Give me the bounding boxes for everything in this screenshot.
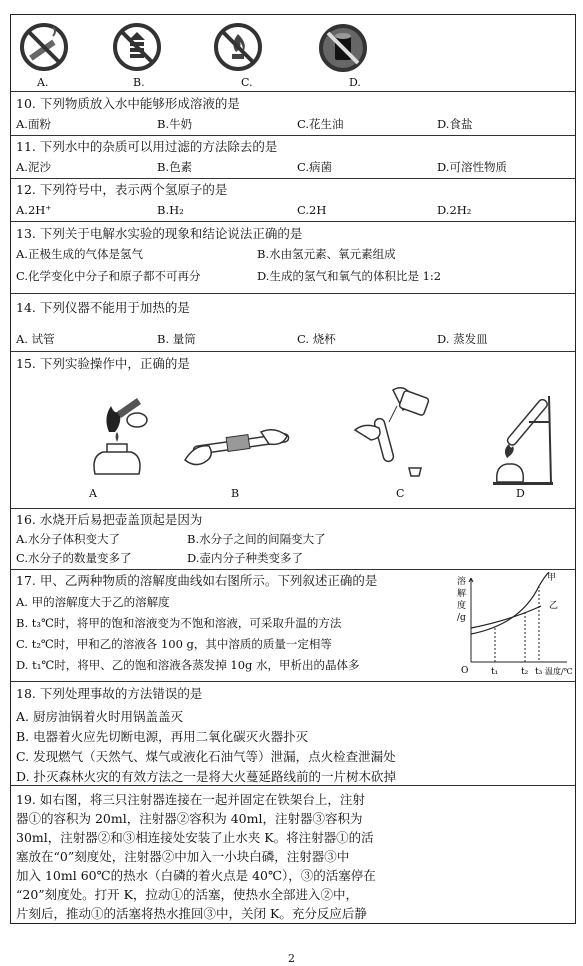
q17-option-c: C. t₂℃时，甲和乙的溶液各 100 g，其中溶质的质量一定相等 xyxy=(16,637,332,651)
q15-stem: 15. 下列实验操作中，正确的是 xyxy=(16,356,190,371)
q17-option-d: D. t₁℃时，将甲、乙的饱和溶液各蒸发掉 10g 水，甲析出的晶体多 xyxy=(16,658,360,672)
chart-tick-t2: t₂ xyxy=(521,667,529,677)
q19-line-7: 片刻后，推动①的活塞将热水推回③中，关闭 K。充分反应后静 xyxy=(16,906,367,921)
q11-option-a: A.泥沙 xyxy=(16,160,51,174)
chart-series-jia: 甲 xyxy=(547,573,557,583)
q14-option-c: C. 烧杯 xyxy=(297,332,336,346)
no-smoking-icon xyxy=(19,22,69,72)
q17-row xyxy=(11,570,575,682)
q10-option-b: B.牛奶 xyxy=(157,117,193,131)
q16-option-d: D.壶内分子种类变多了 xyxy=(187,551,303,565)
solubility-curve-chart xyxy=(449,572,573,680)
q18-option-c: C. 发现燃气（天然气、煤气或液化石油气等）泄漏，点火检查泄漏处 xyxy=(16,749,396,764)
q18-row xyxy=(11,682,575,786)
chart-tick-t1: t₁ xyxy=(491,667,499,677)
q18-option-a: A. 厨房油锅着火时用锅盖盖灭 xyxy=(16,709,183,724)
q16-row xyxy=(11,509,575,570)
q10-row xyxy=(11,92,575,136)
q14-option-d: D. 蒸发皿 xyxy=(437,332,488,346)
q13-option-d: D.生成的氢气和氧气的体积比是 1:2 xyxy=(257,269,442,283)
q18-option-d: D. 扑灭森林火灾的有效方法之一是将大火蔓延路线前的一片树木砍掉 xyxy=(16,769,397,784)
q11-option-b: B.色素 xyxy=(157,160,193,174)
q13-row xyxy=(11,222,575,294)
q19-line-3: 30ml，注射器②和③相连接处安装了止水夹 K。将注射器①的活 xyxy=(16,830,374,845)
q13-option-a: A.正极生成的气体是氢气 xyxy=(16,247,143,261)
q9-option-a: A. xyxy=(37,76,49,89)
q11-option-d: D.可溶性物质 xyxy=(437,160,507,174)
q12-row xyxy=(11,179,575,222)
q13-option-b: B.水由氢元素、氧元素组成 xyxy=(257,247,396,261)
q19-line-6: “20”刻度处。打开 K，拉动①的活塞，使热水全部进入②中， xyxy=(16,887,358,902)
chart-ylabel-2: 度 xyxy=(457,601,467,611)
no-fireworks-icon xyxy=(112,22,162,72)
chart-xlabel: 温度/℃ xyxy=(545,667,573,676)
q19-line-4: 塞放在“0”刻度处，注射器②中加入一小块白磷，注射器③中 xyxy=(16,849,350,864)
q13-option-c: C.化学变化中分子和原子都不可再分 xyxy=(16,269,201,283)
q19-line-1: 19. 如右图，将三只注射器连接在一起并固定在铁架台上，注射 xyxy=(16,792,365,807)
q12-option-a: A.2H⁺ xyxy=(16,203,52,217)
q10-option-d: D.食盐 xyxy=(437,117,473,131)
q18-stem: 18. 下列处理事故的方法错误的是 xyxy=(16,686,203,701)
page-number: 2 xyxy=(288,952,295,965)
q15-label-c: C xyxy=(396,487,405,500)
q10-stem: 10. 下列物质放入水中能够形成溶液的是 xyxy=(16,96,240,111)
no-open-flame-icon xyxy=(213,22,263,72)
q19-line-5: 加入 10ml 60℃的热水（白磷的着火点是 40℃），③的活塞停在 xyxy=(16,868,376,883)
q16-option-c: C.水分子的数量变多了 xyxy=(16,551,132,565)
q12-option-b: B.H₂ xyxy=(157,203,184,217)
q18-option-b: B. 电器着火应先切断电源，再用二氧化碳灭火器扑灭 xyxy=(16,729,309,744)
no-flammables-icon xyxy=(317,22,369,74)
q9-option-c: C. xyxy=(241,76,253,89)
q15-label-a: A xyxy=(89,487,97,500)
q17-option-a: A. 甲的溶解度大于乙的溶解度 xyxy=(16,595,170,609)
q12-option-d: D.2H₂ xyxy=(437,203,472,217)
pouring-liquid-icon xyxy=(347,382,447,482)
q9-option-b: B. xyxy=(133,76,145,89)
chart-origin: O xyxy=(461,666,469,676)
q11-stem: 11. 下列水中的杂质可以用过滤的方法除去的是 xyxy=(16,139,278,154)
q19-row xyxy=(11,786,575,923)
q16-option-a: A.水分子体积变大了 xyxy=(16,532,120,546)
q14-option-b: B. 量筒 xyxy=(157,332,196,346)
chart-tick-t3: t₃ xyxy=(535,667,543,677)
q19-line-2: 器①的容积为 20ml，注射器②容积为 40ml，注射器③容积为 xyxy=(16,811,363,826)
exam-sheet xyxy=(10,14,576,924)
q9-row xyxy=(11,15,575,92)
chart-ylabel-3: /g xyxy=(457,613,466,623)
test-tube-holder-icon xyxy=(183,420,291,470)
q11-option-c: C.病菌 xyxy=(297,160,333,174)
q15-label-b: B xyxy=(231,487,240,500)
q11-row xyxy=(11,136,575,179)
q16-option-b: B.水分子之间的间隔变大了 xyxy=(187,532,326,546)
q17-option-b: B. t₃℃时，将甲的饱和溶液变为不饱和溶液，可采取升温的方法 xyxy=(16,616,342,630)
q15-row xyxy=(11,352,575,509)
q17-stem: 17. 甲、乙两种物质的溶解度曲线如右图所示。下列叙述正确的是 xyxy=(16,573,378,588)
q9-option-d: D. xyxy=(349,76,361,89)
q16-stem: 16. 水烧开后易把壶盖顶起是因为 xyxy=(16,512,203,527)
heating-test-tube-icon xyxy=(489,392,569,488)
q14-stem: 14. 下列仪器不能用于加热的是 xyxy=(16,300,190,315)
chart-ylabel-1: 解 xyxy=(457,589,467,599)
q12-option-c: C.2H xyxy=(297,203,327,217)
q14-row xyxy=(11,294,575,352)
q12-stem: 12. 下列符号中，表示两个氢原子的是 xyxy=(16,182,228,197)
chart-ylabel-0: 溶 xyxy=(457,577,467,587)
q10-option-c: C.花生油 xyxy=(297,117,344,131)
q10-option-a: A.面粉 xyxy=(16,117,51,131)
q15-label-d: D xyxy=(516,487,525,500)
chart-series-yi: 乙 xyxy=(549,601,559,611)
q13-stem: 13. 下列关于电解水实验的现象和结论说法正确的是 xyxy=(16,226,303,241)
q14-option-a: A. 试管 xyxy=(16,332,55,346)
lighting-alcohol-lamp-icon xyxy=(81,386,151,478)
